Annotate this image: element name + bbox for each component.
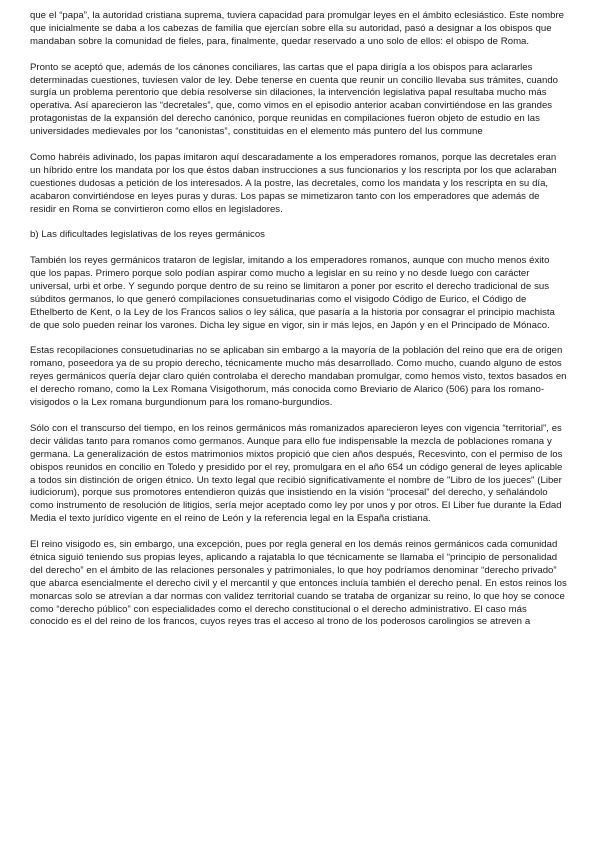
paragraph-vigencia-territorial: Sólo con el transcurso del tiempo, en los reinos germánicos más romanizados aparecieron leyes con vigencia “territorial”, es decir válidas tanto para romanos como germanos. Aunque para ello fue indispensable la mezcla de poblaciones romana y germana. La generalización de estos matrimonios mixtos propició que cien años después, Recesvinto, con el permiso de los obispos reunidos en concilio en Toledo y presidido por el rey, promulgara en el año 654 un código general de leyes aplicable a todos sin distinción de origen étnico. Un texto legal que recibió significativamente el nombre de "Libro de los jueces" (Liber iudiciorum), porque sus promotores entendieron quizás que insistiendo en la visión “procesal” del derecho, y señalándolo como instrumento de resolución de litigios, sería mejor aceptado como ley por unos y por otros. El Liber fue durante la Edad Media el texto jurídico vigente en el reino de León y la referencia legal en la España cristiana. <box>30 422 563 525</box>
paragraph-reino-visigodo: El reino visigodo es, sin embargo, una excepción, pues por regla general en los demás reinos germánicos cada comunidad étnica siguió teniendo sus propias leyes, aplicando a rajatabla lo que técnicamente se llamaba el “principio de personalidad del derecho” en el ámbito de las relaciones personales y patrimoniales, lo que hoy podríamos denominar “derecho privado” que abarca esencialmente el derecho civil y el mercantil y que entonces incluía también el derecho penal. En estos reinos los monarcas solo se atrevían a dar normas con validez territorial cuando se trataba de organizar su reino, lo que hoy se conoce como “derecho público” con especialidades como el derecho constitucional o el derecho administrativo. El caso más conocido es el del reino de los francos, cuyos reyes tras el acceso al trono de los poderosos carolingios se atreven a <box>30 539 567 628</box>
document-page <box>30 10 568 629</box>
paragraph-recopilaciones: Estas recopilaciones consuetudinarias no se aplicaban sin embargo a la mayoría de la población del reino que era de origen romano, poseedora ya de su propio derecho, técnicamente mucho más desarrollado. Como mucho, cuando alguno de estos reyes germánicos quería dejar claro quién controlaba el derecho mandaban promulgar, como hemos visto, textos basados en el derecho romano, como la Lex Romana Visigothorum, más conocida como Breviario de Alarico (506) para los romano-visigodos o la Lex romana burgundionum para los romano-burgundios. <box>30 345 567 409</box>
paragraph-reyes-germanicos: También los reyes germánicos trataron de legislar, imitando a los emperadores romanos, aunque con mucho menos éxito que los papas. Primero porque solo podían aspirar como mucho a legislar en su reino y no desde luego con carácter universal, urbi et orbe. Y segundo porque dentro de su reino se limitaron a poner por escrito el derecho tradicional de sus súbditos germanos, lo que generó compilaciones consuetudinarias como el visigodo Código de Eurico, el Código de Ethelberto de Kent, o la Ley de los Francos salios o ley sálica, que pasaría a la historia por consagrar el principio machista de que solo pueden reinar los varones. Dicha ley sigue en vigor, sin ir más lejos, en Japón y en el Principado de Mónaco. <box>30 255 555 331</box>
paragraph-papas-imitaron: Como habréis adivinado, los papas imitaron aquí descaradamente a los emperadores romanos, porque las decretales eran un híbrido entre los mandata por los que éstos daban instrucciones a sus funcionarios y los rescripta por los que aclaraban cuestiones dudosas a petición de los interesados. A la postre, las decretales, como los mandata y los rescripta en su día, acabaron convirtiéndose en leyes puras y duras. Los papas se mimetizaron tanto con los emperadores que además de residir en Roma se convirtieron como ellos en legisladores. <box>30 151 557 215</box>
paragraph-papa-origin: que el “papa”, la autoridad cristiana suprema, tuviera capacidad para promulgar leyes en el ámbito eclesiástico. Este nombre que inicialmente se daba a los cabezas de familia que ejercían sobre ella su autoridad, pasó a designar a los obispos que mandaban sobre la comunidad de fieles, para, finalmente, quedar reservado a uno solo de ellos: el obispo de Roma. <box>30 10 565 47</box>
section-heading: b) Las dificultades legislativas de los reyes germánicos <box>30 229 265 241</box>
paragraph-decretales: Pronto se aceptó que, además de los cánones conciliares, las cartas que el papa dirigía a los obispos para aclararles determinadas cuestiones, tuviesen valor de ley. Debe tenerse en cuenta que reunir un concilio llevaba sus trámites, cuando surgía un problema perentorio que debía resolverse sin dilaciones, la intervención legislativa papal resultaba mucho más operativa. Así aparecieron las “decretales”, que, como vimos en el episodio anterior acaban convirtiéndose en las grandes protagonistas de la expansión del derecho canónico, porque reunidas en compilaciones fueron objeto de estudio en las universidades medievales por los “canonistas”, constituidas en el elemento más puntero del Ius commune <box>30 61 558 138</box>
